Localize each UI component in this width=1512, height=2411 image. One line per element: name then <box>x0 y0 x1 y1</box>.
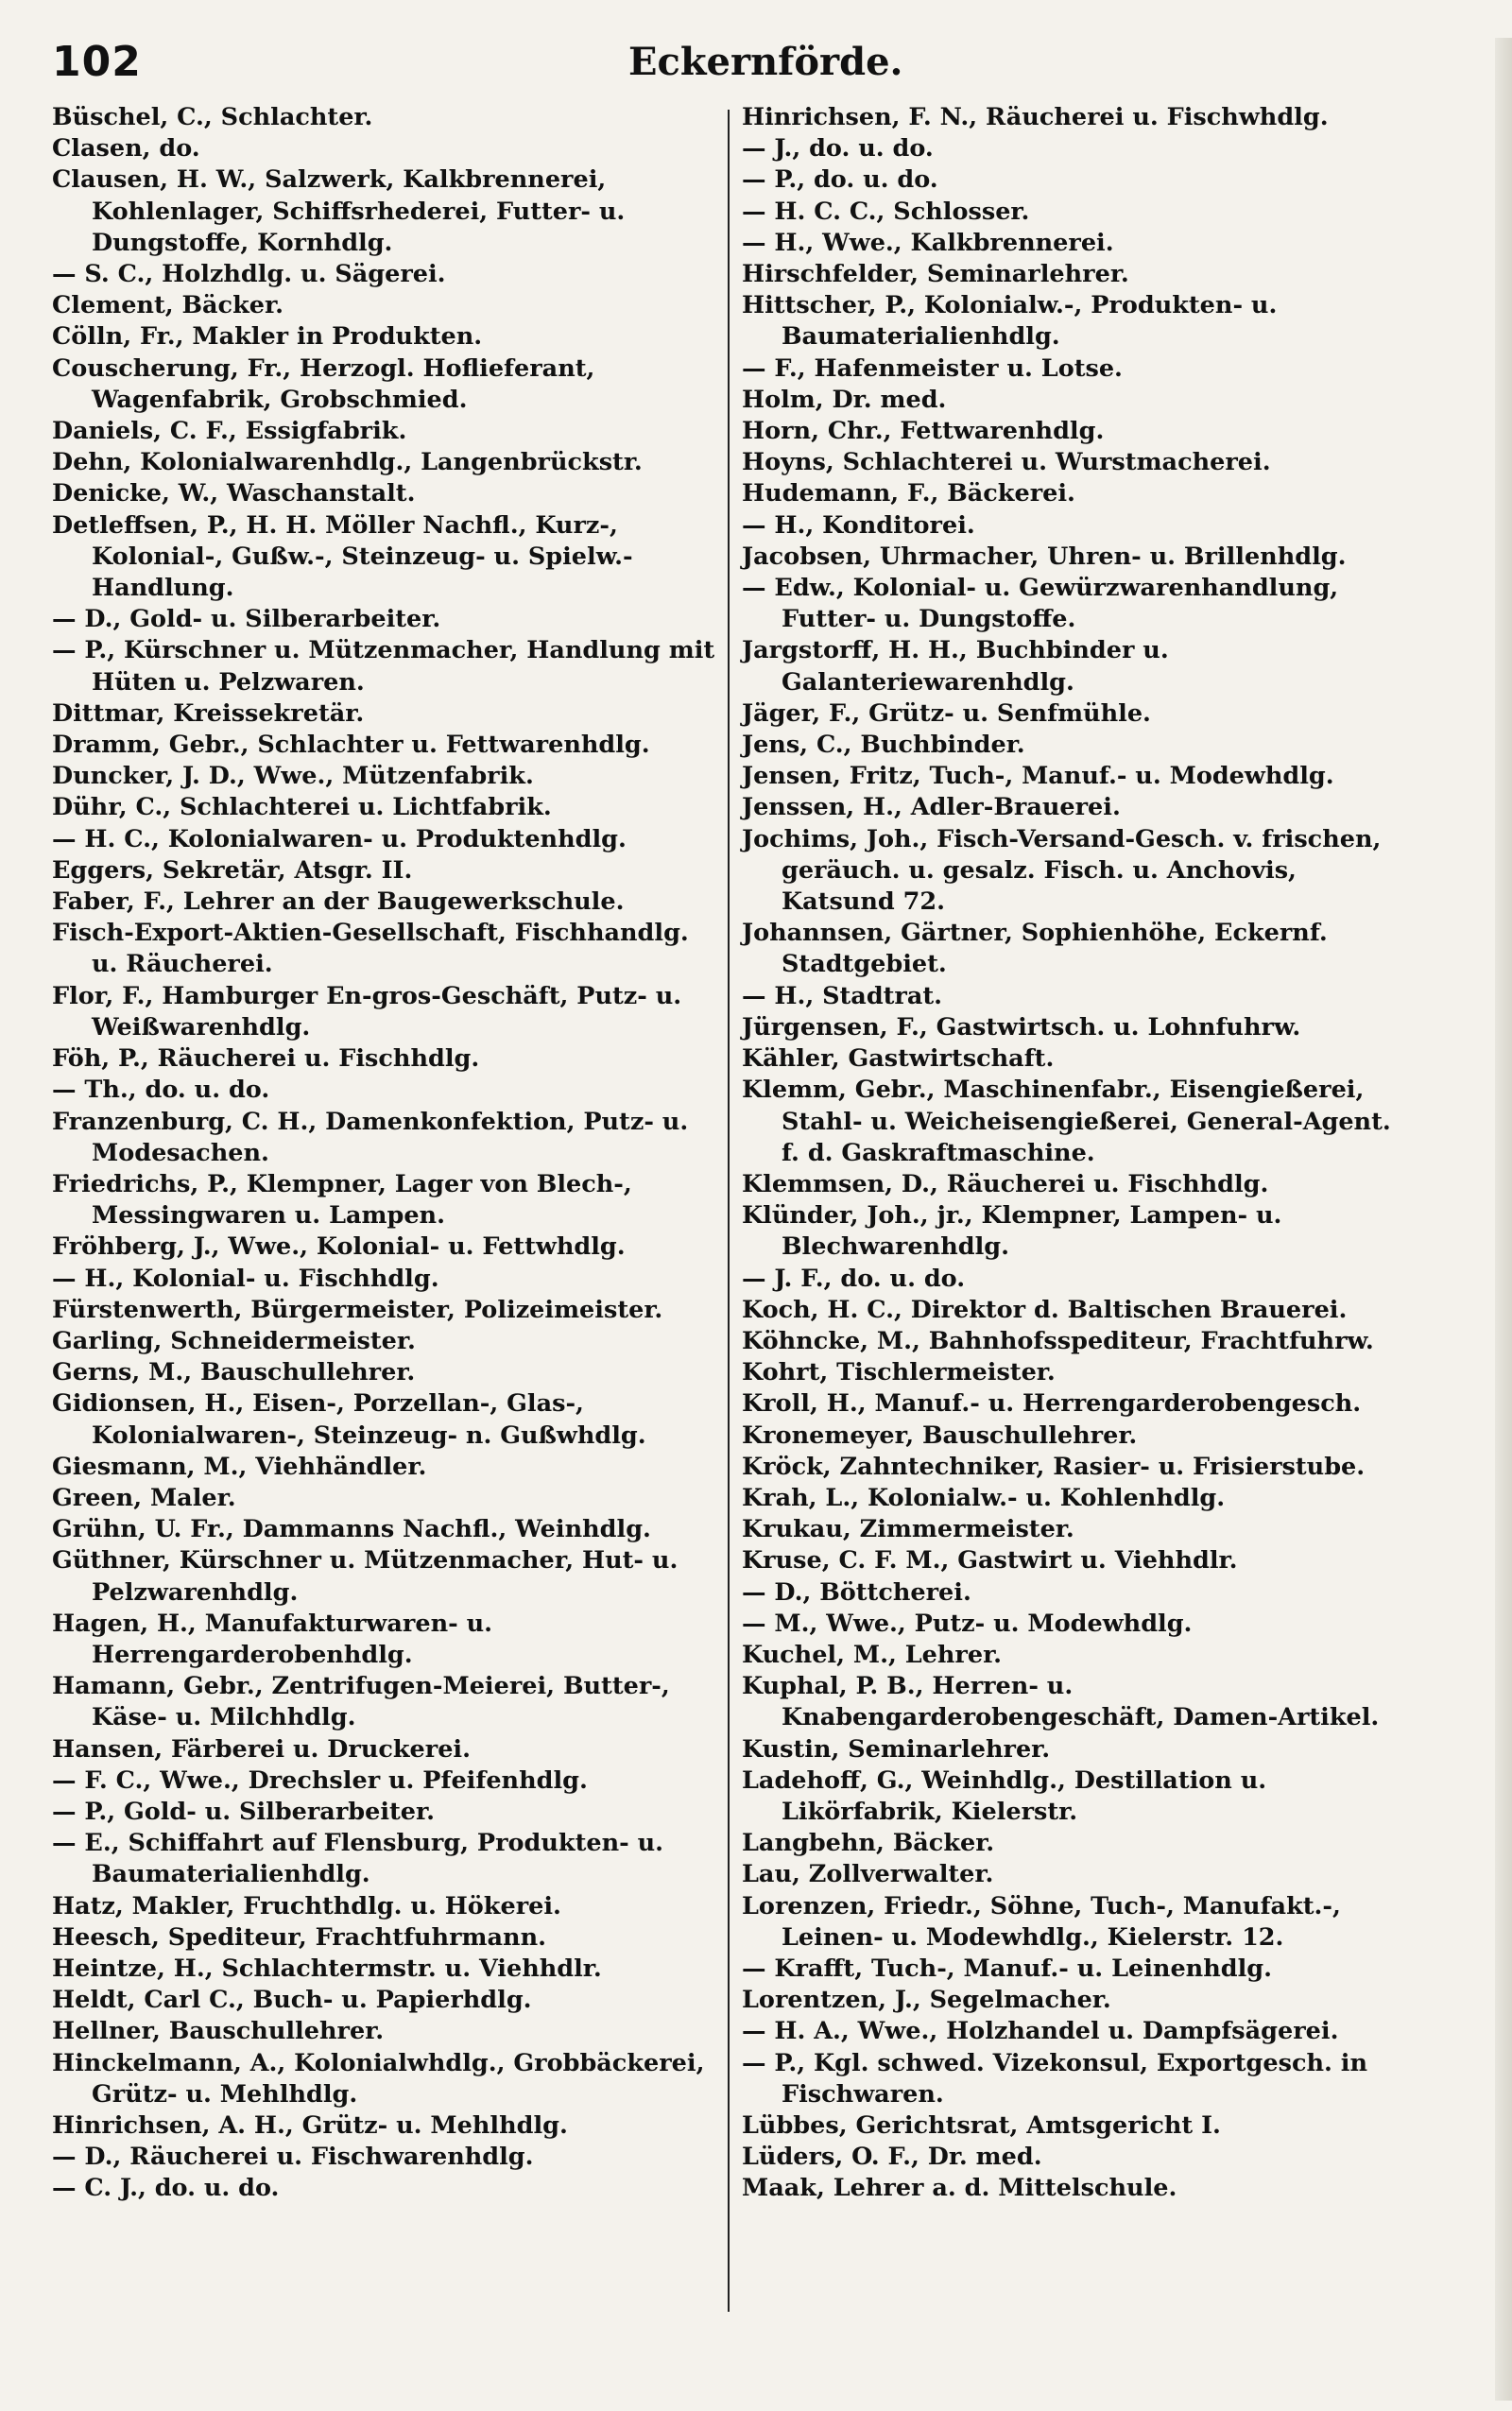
directory-entry: — H., Wwe., Kalkbrennerei. <box>742 228 1114 257</box>
directory-entry: Hudemann, F., Bäckerei. <box>742 479 1075 508</box>
directory-entry: Lau, Zollverwalter. <box>742 1860 994 1889</box>
directory-entry: Klemmsen, D., Räucherei u. Fischhdlg. <box>742 1169 1269 1198</box>
directory-entry: Köhncke, M., Bahnhofsspediteur, Frachtfuhrw. <box>742 1326 1374 1355</box>
directory-entry: — H., Stadtrat. <box>742 981 943 1010</box>
directory-entry: Hinrichsen, F. N., Räucherei u. Fischwhdlg. <box>742 103 1329 131</box>
directory-entry: Jenssen, H., Adler-Brauerei. <box>742 793 1121 822</box>
directory-entry: Güthner, Kürschner u. Mützenmacher, Hut- u. Pelzwarenhdlg. <box>52 1546 679 1607</box>
directory-entry: Büschel, C., Schlachter. <box>52 103 373 131</box>
directory-entry: Jäger, F., Grütz- u. Senfmühle. <box>742 698 1151 728</box>
directory-entry: — E., Schiffahrt auf Flensburg, Produkten- u. Baumaterialienhdlg. <box>52 1829 663 1889</box>
directory-entry: — S. C., Holzhdlg. u. Sägerei. <box>52 260 446 289</box>
directory-entry: Hamann, Gebr., Zentrifugen-Meierei, Butter-, Käse- u. Milchhdlg. <box>52 1672 670 1732</box>
directory-entry: Friedrichs, P., Klempner, Lager von Blech-, Messingwaren u. Lampen. <box>52 1169 632 1231</box>
directory-entry: Giesmann, M., Viehhändler. <box>52 1452 427 1481</box>
directory-entry: Krah, L., Kolonialw.- u. Kohlenhdlg. <box>742 1483 1226 1512</box>
directory-entry: Heldt, Carl C., Buch- u. Papierhdlg. <box>52 1986 532 2015</box>
directory-entry: Hittscher, P., Kolonialw.-, Produkten- u. Baumaterialienhdlg. <box>742 291 1278 352</box>
directory-entry: Jargstorff, H. H., Buchbinder u. Galanteriewarenhdlg. <box>742 636 1169 697</box>
directory-entry: Clausen, H. W., Salzwerk, Kalkbrennerei, Kohlenlager, Schiffsrhederei, Futter- u. Dungstoffe, Kornhdlg. <box>52 165 626 257</box>
directory-entry: — P., Gold- u. Silberarbeiter. <box>52 1797 435 1826</box>
directory-entry: — H. C., Kolonialwaren- u. Produktenhdlg. <box>52 824 627 853</box>
directory-entry: Hagen, H., Manufakturwaren- u. Herrengarderobenhdlg. <box>52 1609 492 1669</box>
directory-entry: Kuphal, P. B., Herren- u. Knabengarderobengeschäft, Damen-Artikel. <box>742 1672 1380 1732</box>
directory-entry: Kroll, H., Manuf.- u. Herrengarderobengesch. <box>742 1389 1362 1419</box>
directory-entry: — P., do. u. do. <box>742 165 938 195</box>
directory-entry: Clement, Bäcker. <box>52 291 284 320</box>
directory-entry: Lüders, O. F., Dr. med. <box>742 2143 1042 2172</box>
directory-entry: Föh, P., Räucherei u. Fischhdlg. <box>52 1044 480 1074</box>
directory-entry: Eggers, Sekretär, Atsgr. II. <box>52 855 413 885</box>
directory-entry: Kröck, Zahntechniker, Rasier- u. Frisierstube. <box>742 1452 1366 1481</box>
directory-entry: — Krafft, Tuch-, Manuf.- u. Leinenhdlg. <box>742 1954 1272 1983</box>
directory-entry: Jensen, Fritz, Tuch-, Manuf.- u. Modewhdlg. <box>742 762 1334 791</box>
directory-entry: — Th., do. u. do. <box>52 1076 270 1105</box>
directory-entry: Gidionsen, H., Eisen-, Porzellan-, Glas-, Kolonialwaren-, Steinzeug- n. Gußwhdlg. <box>52 1389 646 1450</box>
directory-entry: Jens, C., Buchbinder. <box>742 731 1025 760</box>
directory-entry: — D., Gold- u. Silberarbeiter. <box>52 605 441 634</box>
directory-entry: Hansen, Färberei u. Druckerei. <box>52 1734 472 1764</box>
directory-entry: Garling, Schneidermeister. <box>52 1326 416 1355</box>
directory-entry: Kähler, Gastwirtschaft. <box>742 1044 1055 1074</box>
directory-entry: Kohrt, Tischlermeister. <box>742 1358 1056 1387</box>
directory-entry: Dühr, C., Schlachterei u. Lichtfabrik. <box>52 793 552 822</box>
directory-entry: Dramm, Gebr., Schlachter u. Fettwarenhdlg. <box>52 731 650 760</box>
directory-entry: Kronemeyer, Bauschullehrer. <box>742 1421 1138 1450</box>
directory-entry: Johannsen, Gärtner, Sophienhöhe, Eckernf. Stadtgebiet. <box>742 919 1328 979</box>
directory-entry: Gerns, M., Bauschullehrer. <box>52 1358 416 1387</box>
directory-entry: Klünder, Joh., jr., Klempner, Lampen- u. Blechwarenhdlg. <box>742 1201 1282 1262</box>
directory-entry: Lorentzen, J., Segelmacher. <box>742 1986 1111 2015</box>
directory-entry: — M., Wwe., Putz- u. Modewhdlg. <box>742 1609 1193 1638</box>
directory-columns <box>52 102 1460 2389</box>
page-edge <box>1495 38 1512 2401</box>
directory-entry: Fröhberg, J., Wwe., Kolonial- u. Fettwhdlg. <box>52 1232 626 1262</box>
directory-entry: Koch, H. C., Direktor d. Baltischen Brauerei. <box>742 1295 1348 1324</box>
directory-entry: — C. J., do. u. do. <box>52 2174 280 2203</box>
directory-entry: Hatz, Makler, Fruchthdlg. u. Hökerei. <box>52 1891 561 1920</box>
directory-entry: Hirschfelder, Seminarlehrer. <box>742 260 1129 289</box>
directory-entry: Grühn, U. Fr., Dammanns Nachfl., Weinhdlg. <box>52 1515 651 1544</box>
directory-entry: Flor, F., Hamburger En-gros-Geschäft, Putz- u. Weißwarenhdlg. <box>52 981 682 1042</box>
directory-entry: Clasen, do. <box>52 134 200 164</box>
directory-entry: Duncker, J. D., Wwe., Mützenfabrik. <box>52 762 534 791</box>
directory-entry: Green, Maler. <box>52 1483 236 1512</box>
directory-entry: — F. C., Wwe., Drechsler u. Pfeifenhdlg. <box>52 1765 588 1795</box>
directory-entry: Fisch-Export-Aktien-Gesellschaft, Fischhandlg. u. Räucherei. <box>52 919 689 979</box>
directory-entry: Kuchel, M., Lehrer. <box>742 1640 1003 1669</box>
directory-entry: Kruse, C. F. M., Gastwirt u. Viehhdlr. <box>742 1546 1238 1576</box>
directory-entry: Franzenburg, C. H., Damenkonfektion, Putz- u. Modesachen. <box>52 1107 689 1167</box>
directory-entry: Ladehoff, G., Weinhdlg., Destillation u. Likörfabrik, Kielerstr. <box>742 1765 1267 1826</box>
directory-entry: — D., Räucherei u. Fischwarenhdlg. <box>52 2143 534 2172</box>
directory-entry: — P., Kgl. schwed. Vizekonsul, Exportgesch. in Fischwaren. <box>742 2048 1368 2109</box>
directory-entry: Horn, Chr., Fettwarenhdlg. <box>742 417 1105 446</box>
directory-entry: Holm, Dr. med. <box>742 385 947 414</box>
directory-entry: Detleffsen, P., H. H. Möller Nachfl., Kurz-, Kolonial-, Gußw.-, Steinzeug- u. Spielw.-Handlung. <box>52 510 633 603</box>
directory-entry: Klemm, Gebr., Maschinenfabr., Eisengießerei, Stahl- u. Weicheisengießerei, General-Agent. f. d. Gaskraftmaschine. <box>742 1076 1391 1167</box>
directory-entry: — H., Kolonial- u. Fischhdlg. <box>52 1264 439 1293</box>
directory-entry: Langbehn, Bäcker. <box>742 1829 995 1858</box>
directory-entry: Jacobsen, Uhrmacher, Uhren- u. Brillenhdlg. <box>742 542 1347 571</box>
directory-entry: Hinrichsen, A. H., Grütz- u. Mehlhdlg. <box>52 2111 568 2140</box>
directory-entry: Faber, F., Lehrer an der Baugewerkschule. <box>52 887 625 917</box>
directory-entry: Kustin, Seminarlehrer. <box>742 1734 1051 1764</box>
directory-entry: — H. A., Wwe., Holzhandel u. Dampfsägerei. <box>742 2017 1339 2046</box>
directory-entry: — Edw., Kolonial- u. Gewürzwarenhandlung, Futter- u. Dungstoffe. <box>742 574 1339 634</box>
right-column <box>742 102 1413 2205</box>
directory-entry: Fürstenwerth, Bürgermeister, Polizeimeister. <box>52 1295 663 1324</box>
directory-entry: — H., Konditorei. <box>742 510 975 540</box>
directory-entry: — F., Hafenmeister u. Lotse. <box>742 353 1123 383</box>
page-header <box>52 38 1474 95</box>
directory-entry: Krukau, Zimmermeister. <box>742 1515 1074 1544</box>
running-head: Eckernförde. <box>628 40 903 84</box>
directory-entry: Lübbes, Gerichtsrat, Amtsgericht I. <box>742 2111 1221 2140</box>
page-number: 102 <box>52 38 142 86</box>
directory-entry: — J., do. u. do. <box>742 134 934 164</box>
directory-entry: Cölln, Fr., Makler in Produkten. <box>52 322 483 352</box>
directory-entry: — P., Kürschner u. Mützenmacher, Handlung mit Hüten u. Pelzwaren. <box>52 636 715 697</box>
column-divider <box>728 110 730 2312</box>
directory-entry: — J. F., do. u. do. <box>742 1264 966 1293</box>
directory-entry: Denicke, W., Waschanstalt. <box>52 479 416 508</box>
directory-entry: Hinckelmann, A., Kolonialwhdlg., Grobbäckerei, Grütz- u. Mehlhdlg. <box>52 2048 705 2109</box>
left-column <box>52 102 723 2205</box>
directory-entry: Heesch, Spediteur, Frachtfuhrmann. <box>52 1922 546 1952</box>
directory-entry: Hellner, Bauschullehrer. <box>52 2017 385 2046</box>
directory-entry: Couscherung, Fr., Herzogl. Hoflieferant, Wagenfabrik, Grobschmied. <box>52 353 595 414</box>
directory-entry: Maak, Lehrer a. d. Mittelschule. <box>742 2174 1177 2203</box>
directory-entry: Lorenzen, Friedr., Söhne, Tuch-, Manufakt.-, Leinen- u. Modewhdlg., Kielerstr. 12. <box>742 1891 1341 1952</box>
directory-entry: — D., Böttcherei. <box>742 1577 971 1607</box>
directory-entry: Dehn, Kolonialwarenhdlg., Langenbrückstr. <box>52 448 643 477</box>
directory-entry: Hoyns, Schlachterei u. Wurstmacherei. <box>742 448 1271 477</box>
directory-entry: Jürgensen, F., Gastwirtsch. u. Lohnfuhrw. <box>742 1012 1301 1042</box>
directory-entry: Daniels, C. F., Essigfabrik. <box>52 417 407 446</box>
directory-entry: — H. C. C., Schlosser. <box>742 197 1030 226</box>
directory-entry: Dittmar, Kreissekretär. <box>52 698 365 728</box>
directory-entry: Jochims, Joh., Fisch-Versand-Gesch. v. frischen, geräuch. u. gesalz. Fisch. u. Anchovis, Katsund 72. <box>742 824 1382 917</box>
directory-entry: Heintze, H., Schlachtermstr. u. Viehhdlr. <box>52 1954 602 1983</box>
